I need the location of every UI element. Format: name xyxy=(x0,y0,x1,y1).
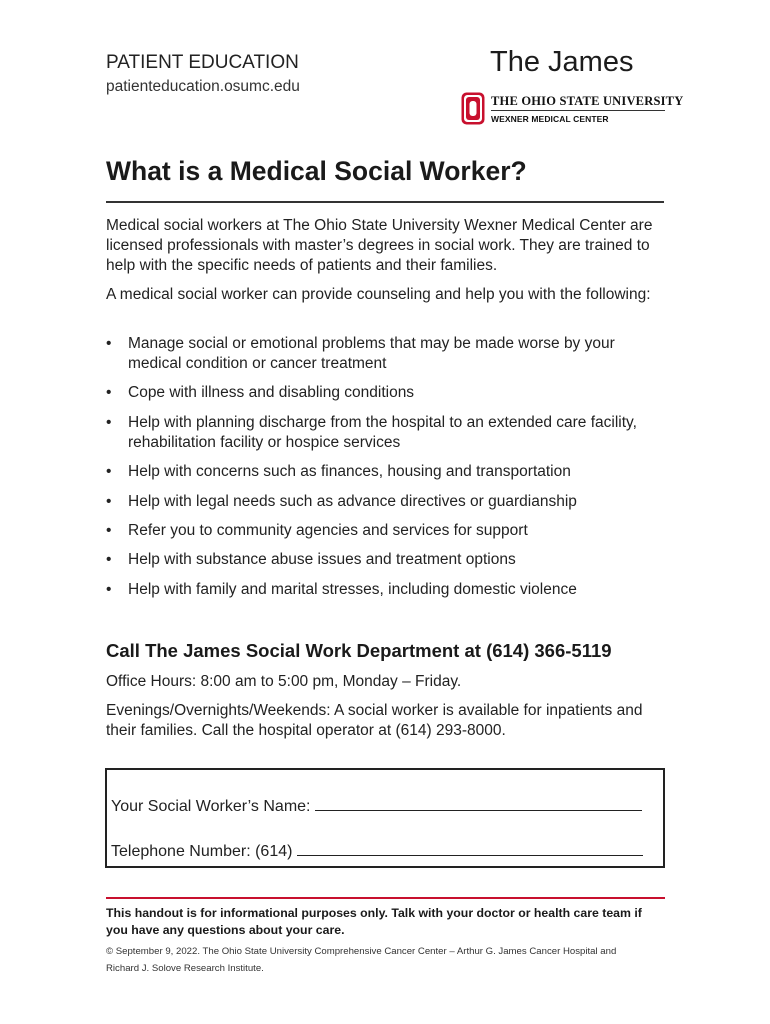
telephone-row xyxy=(111,840,643,861)
brand-name: The James xyxy=(490,46,634,78)
list-item-text: Manage social or emotional problems that may be made worse by your medical condition or cancer treatment xyxy=(128,335,615,372)
bullet-icon: • xyxy=(106,413,112,431)
bullet-icon: • xyxy=(106,521,112,539)
list-item xyxy=(106,383,671,403)
bullet-icon: • xyxy=(106,384,112,402)
bullet-icon: • xyxy=(106,551,112,569)
telephone-label: Telephone Number: (614) xyxy=(111,843,293,860)
services-list xyxy=(106,334,671,609)
social-worker-name-field[interactable] xyxy=(315,795,642,811)
website-url: patienteducation.osumc.edu xyxy=(106,78,300,95)
social-worker-name-row xyxy=(111,795,642,816)
list-item-text: Help with substance abuse issues and treatment options xyxy=(128,551,516,569)
list-item xyxy=(106,580,671,600)
list-item-text: Help with concerns such as finances, housing and transportation xyxy=(128,463,571,481)
list-item xyxy=(106,334,671,374)
medical-center-name: WEXNER MEDICAL CENTER xyxy=(491,114,609,124)
lead-in-paragraph: A medical social worker can provide counseling and help you with the following: xyxy=(106,286,651,303)
osu-logo xyxy=(461,92,684,128)
list-item xyxy=(106,413,671,453)
copyright-text: © September 9, 2022. The Ohio State University Comprehensive Cancer Center – Arthur G. James Cancer Hospital and Richard J. Solove Research Institute. xyxy=(106,946,617,974)
university-name: THE OHIO STATE UNIVERSITY xyxy=(491,94,684,108)
list-item xyxy=(106,462,671,482)
bullet-icon: • xyxy=(106,580,112,598)
title-divider xyxy=(106,201,664,203)
list-item xyxy=(106,550,671,570)
after-hours-info: Evenings/Overnights/Weekends: A social worker is available for inpatients and their families. Call the hospital operator at (614) 293-8000. xyxy=(106,702,643,739)
office-hours: Office Hours: 8:00 am to 5:00 pm, Monday – Friday. xyxy=(106,673,462,690)
contact-heading: Call The James Social Work Department at (614) 366-5119 xyxy=(106,640,612,661)
list-item-text: Cope with illness and disabling conditions xyxy=(128,384,415,402)
bullet-icon: • xyxy=(106,492,112,510)
bullet-icon: • xyxy=(106,463,112,481)
telephone-field[interactable] xyxy=(297,840,643,856)
bullet-icon: • xyxy=(106,335,112,352)
list-item-text: Help with family and marital stresses, including domestic violence xyxy=(128,580,577,598)
section-label: PATIENT EDUCATION xyxy=(106,52,299,73)
list-item-text: Help with planning discharge from the hospital to an extended care facility, rehabilitation facility or hospice services xyxy=(128,413,637,451)
contact-form-box xyxy=(105,768,665,868)
list-item-text: Refer you to community agencies and services for support xyxy=(128,521,528,539)
logo-divider xyxy=(491,110,665,111)
list-item-text: Help with legal needs such as advance directives or guardianship xyxy=(128,492,577,510)
block-o-icon xyxy=(461,92,485,125)
footer-divider xyxy=(106,897,665,899)
disclaimer-text: This handout is for informational purposes only. Talk with your doctor or health care team if you have any questions about your care. xyxy=(106,906,642,937)
page-title: What is a Medical Social Worker? xyxy=(106,156,527,186)
intro-paragraph: Medical social workers at The Ohio State University Wexner Medical Center are licensed professionals with master’s degrees in social work. They are trained to help with the specific needs of patients and their families. xyxy=(106,217,653,274)
social-worker-name-label: Your Social Worker’s Name: xyxy=(111,798,311,815)
list-item xyxy=(106,521,671,541)
list-item xyxy=(106,492,671,512)
